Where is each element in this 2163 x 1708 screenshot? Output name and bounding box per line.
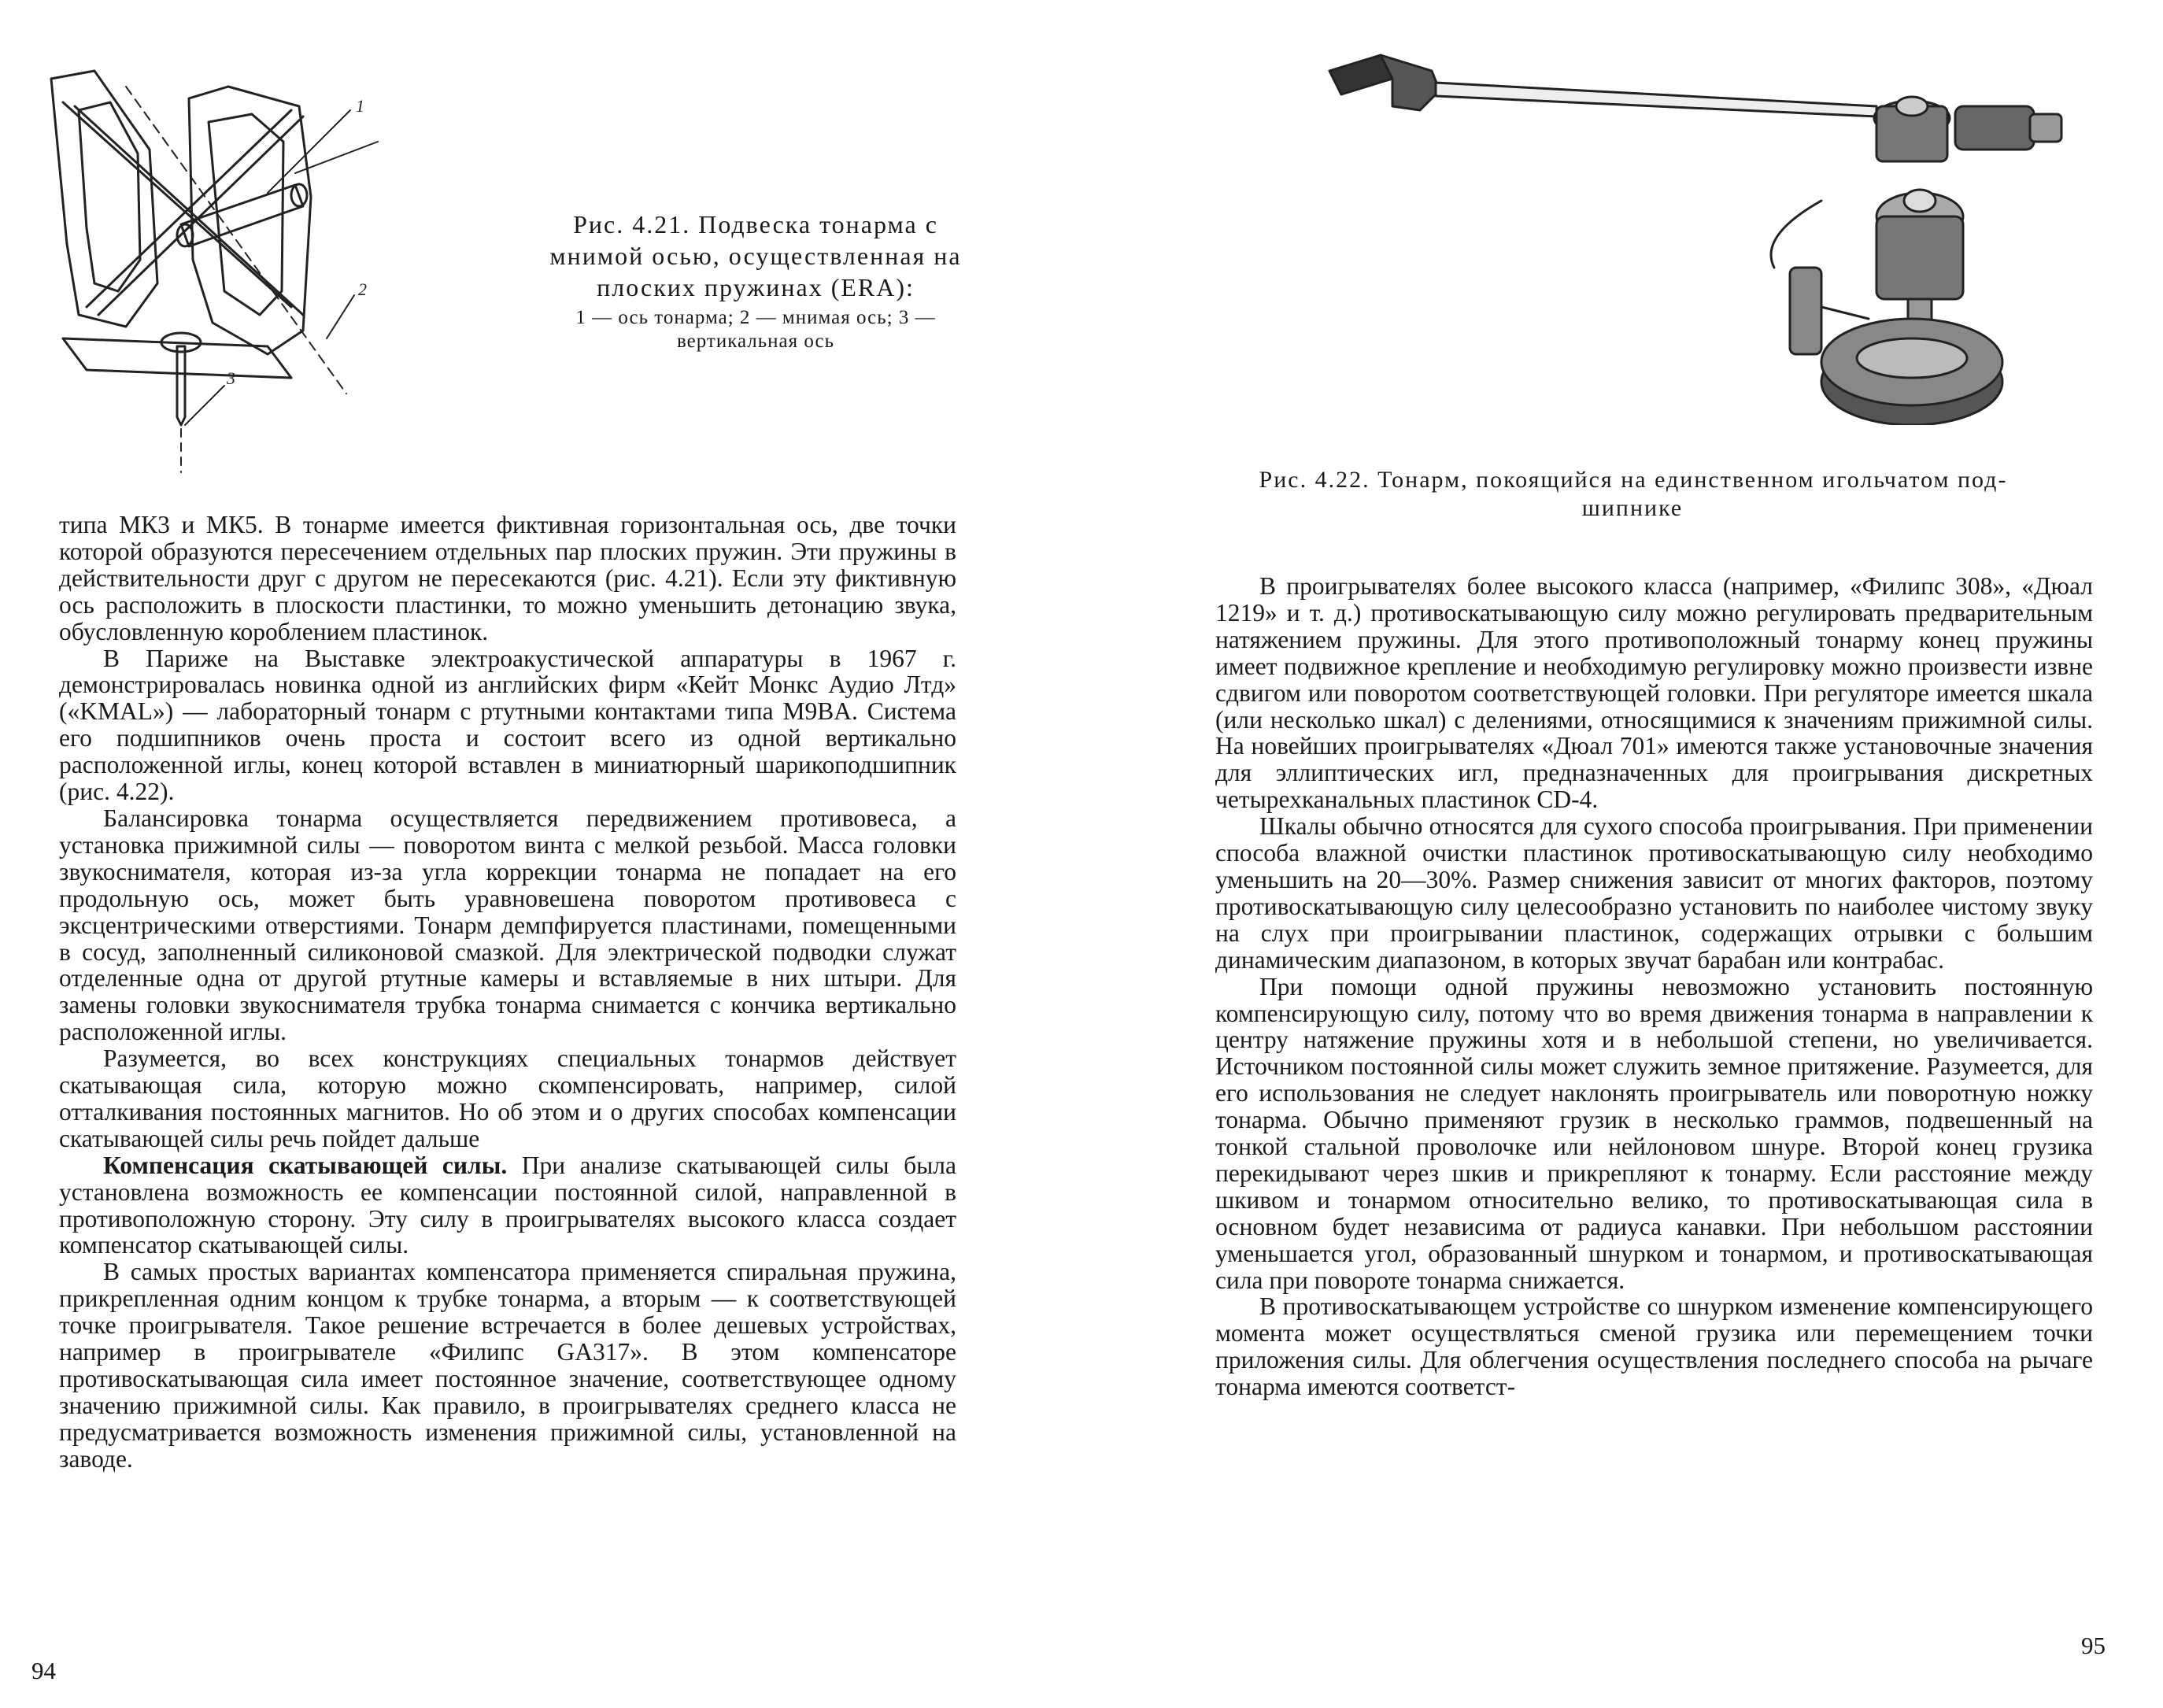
paragraph bbox=[59, 1152, 956, 1259]
page-number: 94 bbox=[31, 1657, 56, 1684]
paragraph: В самых простых вариантах компенсатора применяется спиральная пружина, прикрепленная одним концом к трубке тонарма, а вторым — к соответствующей точке проигрывателя. Такое решение встречается в более дешевых устройствах, например в проигрывателе «Филипс GA317». В этом компенсаторе противоскатывающая сила имеет постоянное значение, соответствующее одному значению прижимной силы. Как правило, в проигрывателях среднего класса не предусматривается возможность изменения прижимной силы, установленной на заводе. bbox=[59, 1258, 956, 1473]
paragraph: Балансировка тонарма осуществляется передвижением противовеса, а установка прижимной силы — поворотом винта с мелкой резьбой. Масса головки звукоснимателя, которая из-за угла коррекции тонарма не попадает на его продольную ось, может быть уравновешена поворотом противовеса с эксцентрическими отверстиями. Тонарм демпфируется пластинами, помещенными в сосуд, заполненный силиконовой смазкой. Для электрической подводки служат отделенные одна от другой ртутные камеры и вставляемые в них штыри. Для замены головки звукоснимателя трубка тонарма снимается с кончика вертикально расположенной иглы. bbox=[59, 804, 956, 1046]
caption-legend: 1 — ось тонарма; 2 — мнимая ось; 3 — вертикальная ось bbox=[575, 307, 936, 352]
paragraph: Разумеется, во всех конструкциях специальных тонармов действует скатывающая сила, которую можно скомпенсировать, например, силой отталкивания постоянных магнитов. Но об этом и о других способах компенсации скатывающей силы речь пойдет дальше bbox=[59, 1044, 956, 1152]
right-body-text bbox=[1215, 573, 2093, 1400]
tonearm-suspension-drawing bbox=[31, 55, 504, 480]
page-number: 95 bbox=[2081, 1632, 2106, 1659]
paragraph: В проигрывателях более высокого класса (например, «Филипс 308», «Дюал 1219» и т. д.) противоскатывающую силу можно регулировать предварительным натяжением пружины. Для этого противоположный тонарму конец пружины имеет подвижное крепление и необходимую регулировку можно произвести извне сдвигом или поворотом соответствующей головки. При регуляторе имеется шкала (или несколько шкал) с делениями, относящимися к значениям прижимной силы. На новейших проигрывателях «Дюал 701» имеются также установочные значения для эллиптических игл, предназначенных для проигрывания дискретных четырехканальных пластинок CD-4. bbox=[1215, 572, 2093, 814]
right-page bbox=[1082, 0, 2163, 1708]
caption-title: Рис. 4.21. Подвеска тонарма с мнимой осью, осуществленная на плоских пружинах (ERA): bbox=[549, 210, 962, 301]
paragraph: При помощи одной пружины невозможно установить постоянную компенсирующую силу, потому что во время движения тонарма в направлении к центру натяжение пружины хотя и в небольшой степени, но увеличивается. Источником постоянной силы может служить земное притяжение. Разумеется, для его использования не следует наклонять проигрыватель или поворотную ножку тонарма. Обычно применяют грузик в несколько граммов, подвешенный на тонкой стальной проволочке или нейлоновом шнуре. Второй конец грузика перекидывают через шкив и прикрепляют к тонарму. Если расстояние между шкивом и тонармом относительно велико, то противоскатывающая сила в основном будет независима от радиуса канавки. При небольшом расстоянии уменьшается угол, образованный шнурком и тонармом, и противоскатывающая сила при повороте тонарма снижается. bbox=[1215, 972, 2093, 1294]
callout-3: 3 bbox=[227, 368, 235, 388]
callout-2: 2 bbox=[358, 279, 367, 299]
paragraph-text: При анализе скатывающей силы была установлена возможность ее компенсации постоянной силой, направленной в противоположную сторону. Эту силу в проигрывателях высокого класса создает компенсатор скатывающей силы. bbox=[59, 1151, 956, 1259]
figure-4-22-caption bbox=[1223, 466, 2042, 523]
paragraph: В Париже на Выставке электроакустической аппаратуры в 1967 г. демонстрировалась новинка одной из английских фирм «Кейт Монкс Аудио Лтд» («KMAL») — лабораторный тонарм с ртутными контактами типа M9BA. Система его подшипников очень проста и состоит всего из одной вертикально расположенной иглы, конец которой вставлен в миниатюрный шарикоподшипник (рис. 4.22). bbox=[59, 644, 956, 806]
callout-1: 1 bbox=[356, 96, 364, 116]
left-body-text bbox=[59, 512, 956, 1473]
figure-4-22 bbox=[1318, 31, 2105, 425]
paragraph: типа МК3 и МК5. В тонарме имеется фиктивная горизонтальная ось, две точки которой образуются пересечением отдельных пар плоских пружин. Эти пружины в действительности друг с другом не пересекаются (рис. 4.21). Если эту фиктивную ось расположить в плоскости пластинки, то можно уменьшить детонацию звука, обусловленную короблением пластинок. bbox=[59, 511, 956, 645]
paragraph: В противоскатывающем устройстве со шнурком изменение компенсирующего момента может осуществляться сменой грузика или перемещением точки приложения силы. Для облегчения осуществления последнего способа на рычаге тонарма имеются соответст- bbox=[1215, 1292, 2093, 1401]
single-needle-bearing-tonearm-drawing bbox=[1318, 31, 2105, 425]
paragraph: Шкалы обычно относятся для сухого способа проигрывания. При применении способа влажной очистки пластинок противоскатывающую силу необходимо уменьшить на 20—30%. Размер снижения зависит от многих факторов, поэтому противоскатывающую силу целесообразно установить по наиболее чистому звуку на слух при проигрывании пластинок, содержащих отрывки с большим динамическим диапазоном, в которых звучат барабан или контрабас. bbox=[1215, 812, 2093, 974]
caption-title: Рис. 4.22. Тонарм, покоящийся на единственном игольчатом подшипнике bbox=[1259, 467, 2006, 521]
figure-4-21 bbox=[31, 55, 504, 480]
section-heading: Компенсация скатывающей силы. bbox=[103, 1151, 508, 1179]
figure-4-21-caption bbox=[543, 209, 968, 353]
